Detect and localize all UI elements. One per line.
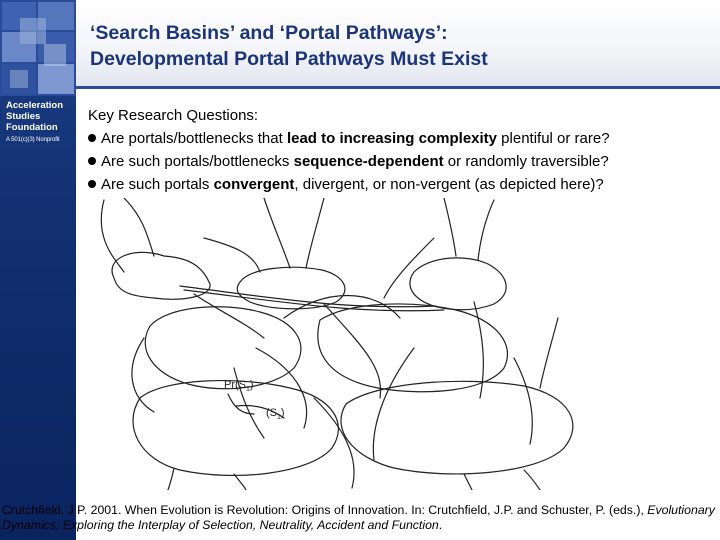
pathway	[478, 200, 494, 260]
question-2-emphasis: sequence-dependent	[293, 153, 444, 170]
pathway	[444, 198, 456, 256]
pathway	[124, 198, 154, 256]
pathway	[540, 318, 558, 388]
pathway	[234, 474, 246, 490]
pathway	[204, 238, 260, 272]
question-2-text: Are such portals/bottlenecks	[101, 153, 294, 170]
question-1-emphasis: lead to increasing complexity	[286, 130, 498, 147]
basin-bottom-left	[133, 381, 338, 476]
question-3-emphasis: convergent	[213, 176, 295, 193]
question-1-text: Are portals/bottlenecks that	[101, 130, 287, 147]
questions-heading: Key Research Questions:	[88, 107, 259, 124]
citation-end: .	[438, 518, 443, 532]
pathway	[373, 348, 414, 460]
pathway	[264, 198, 290, 268]
bullet-icon	[88, 134, 96, 142]
pathway	[168, 468, 174, 490]
citation-book-title: Evolutionary Dynamics: Exploring the Interplay of Selection, Neutrality, Accident and Function	[2, 503, 715, 532]
question-1	[88, 127, 610, 150]
sidebar	[0, 0, 76, 540]
pathway	[514, 358, 532, 444]
header-divider	[76, 86, 720, 89]
pathway	[194, 294, 264, 338]
research-questions	[88, 104, 610, 196]
question-2-end: or randomly traversible?	[443, 153, 609, 170]
pathway	[228, 394, 254, 414]
pathway	[464, 474, 472, 490]
title-line-2: Developmental Portal Pathways Must Exist	[90, 48, 488, 70]
pathway	[324, 304, 381, 398]
question-3	[88, 173, 610, 196]
basin-top-right	[410, 258, 506, 310]
basin-top-left	[112, 252, 210, 299]
question-2	[88, 150, 610, 173]
bullet-icon	[88, 180, 96, 188]
pathway	[101, 200, 124, 272]
pathway	[314, 398, 354, 488]
pathway	[524, 470, 540, 490]
citation-text: Crutchfield, J.P. 2001. When Evolution is Revolution: Origins of Innovation. In: Crutchfield, J.P. and Schuster, P. (eds.),	[2, 503, 648, 517]
title-line-1: ‘Search Basins’ and ‘Portal Pathways’:	[90, 22, 448, 44]
basin-middle-left	[145, 307, 301, 389]
org-subtitle: A 501(c)(3) Nonprofit	[6, 137, 60, 143]
basin-middle-right	[318, 304, 508, 392]
question-1-end: plentiful or rare?	[497, 130, 610, 147]
pathway	[384, 238, 434, 298]
search-basins-diagram	[84, 198, 584, 490]
page-title	[90, 20, 488, 72]
pathway	[306, 198, 324, 268]
question-3-end: , divergent, or non-vergent (as depicted here)?	[294, 176, 604, 193]
citation	[2, 503, 716, 533]
question-3-text: Are such portals	[101, 176, 214, 193]
pathway	[132, 338, 154, 412]
org-name: Acceleration Studies Foundation	[6, 100, 64, 133]
label-s1: $(S_1)$	[266, 407, 285, 421]
logo-squares	[0, 0, 76, 96]
label-pr-s1: $Pr(S_1)$	[224, 379, 254, 393]
bullet-icon	[88, 157, 96, 165]
